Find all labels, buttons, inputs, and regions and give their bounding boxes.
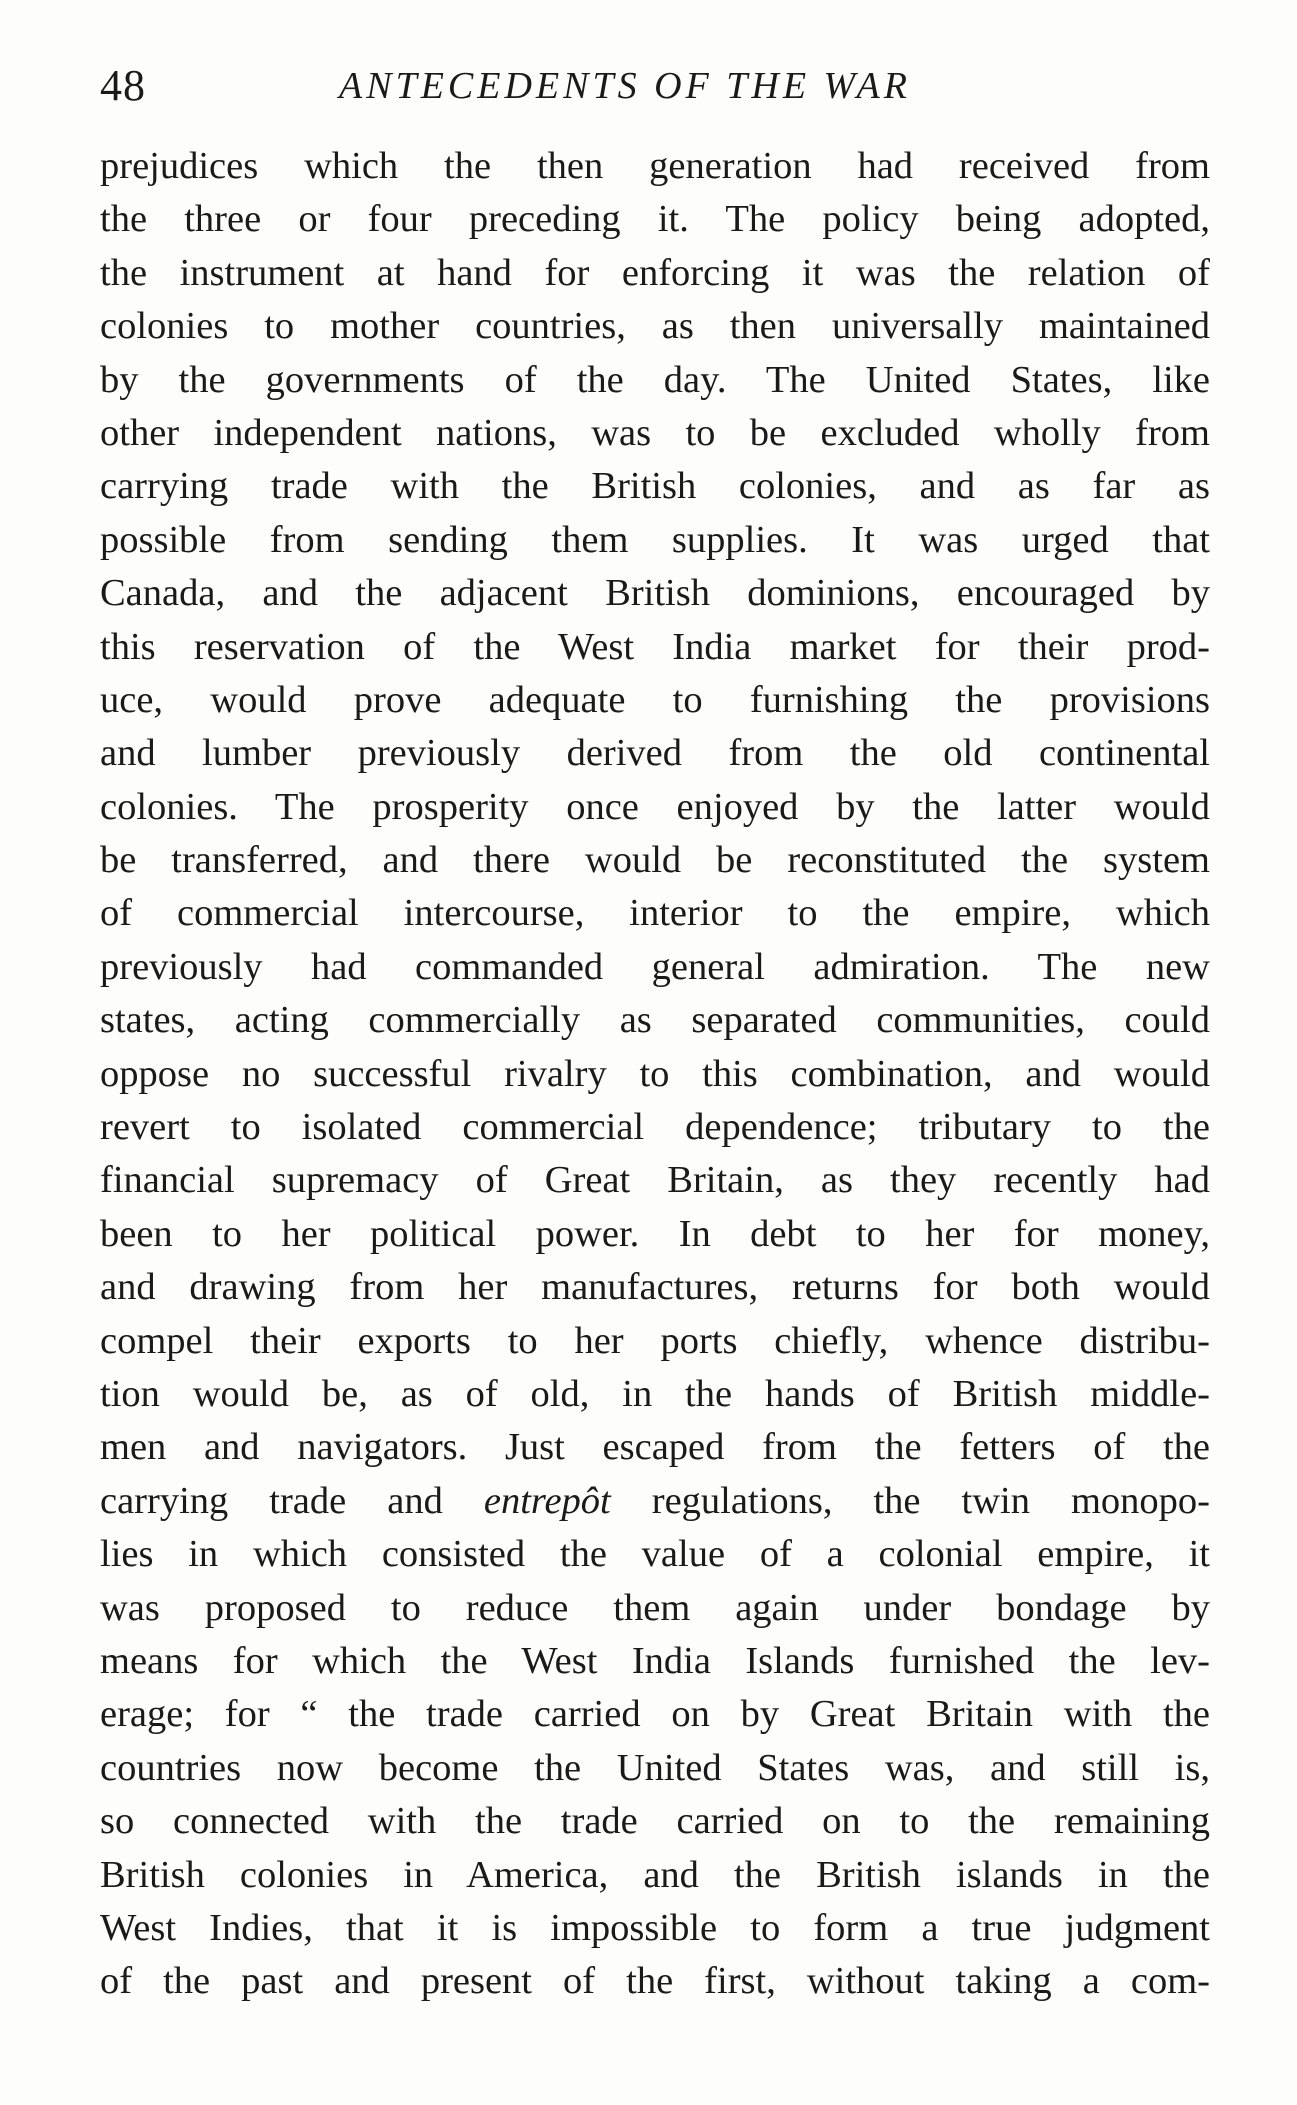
text-line: British colonies in America, and the British islands in the bbox=[100, 1853, 1210, 1896]
text-segment: regulations, the twin monopo- bbox=[610, 1479, 1210, 1522]
text-line: this reservation of the West India market for their prod- bbox=[100, 625, 1210, 668]
text-line: men and navigators. Just escaped from the fetters of the bbox=[100, 1426, 1210, 1469]
text-line: oppose no successful rivalry to this combination, and would bbox=[100, 1052, 1210, 1095]
text-line: revert to isolated commercial dependence; tributary to the bbox=[100, 1106, 1210, 1149]
text-line: of commercial intercourse, interior to the empire, which bbox=[100, 892, 1210, 935]
text-segment: carrying trade and bbox=[100, 1479, 484, 1522]
page-number: 48 bbox=[100, 61, 146, 110]
text-line: the instrument at hand for enforcing it was the relation of bbox=[100, 251, 1210, 294]
text-line: be transferred, and there would be reconstituted the system bbox=[100, 839, 1210, 882]
running-head bbox=[100, 56, 1210, 116]
text-line: of the past and present of the first, without taking a com- bbox=[100, 1960, 1210, 2003]
italic-term: entrepôt bbox=[483, 1479, 611, 1522]
text-line: other independent nations, was to be excluded wholly from bbox=[100, 411, 1210, 454]
text-line: by the governments of the day. The United States, like bbox=[100, 358, 1210, 401]
text-line: states, acting commercially as separated communities, could bbox=[100, 999, 1210, 1042]
text-line-with-italic bbox=[100, 1475, 1210, 1528]
text-line: countries now become the United States was, and still is, bbox=[100, 1746, 1210, 1789]
text-line: so connected with the trade carried on to the remaining bbox=[100, 1800, 1210, 1843]
text-line: financial supremacy of Great Britain, as they recently had bbox=[100, 1159, 1210, 1202]
body-text bbox=[100, 140, 1210, 2009]
running-title: ANTECEDENTS OF THE WAR bbox=[339, 65, 911, 107]
text-line: uce, would prove adequate to furnishing the provisions bbox=[100, 678, 1210, 721]
text-line: prejudices which the then generation had received from bbox=[100, 145, 1210, 187]
text-line: Canada, and the adjacent British dominions, encouraged by bbox=[100, 572, 1210, 615]
text-line: colonies to mother countries, as then universally maintained bbox=[100, 305, 1210, 348]
text-line: and lumber previously derived from the old continental bbox=[100, 732, 1210, 775]
text-line: the three or four preceding it. The policy being adopted, bbox=[100, 198, 1210, 241]
text-line: colonies. The prosperity once enjoyed by the latter would bbox=[100, 785, 1210, 828]
text-line: West Indies, that it is impossible to form a true judgment bbox=[100, 1906, 1210, 1949]
text-line: means for which the West India Islands furnished the lev- bbox=[100, 1639, 1210, 1682]
text-line: tion would be, as of old, in the hands of British middle- bbox=[100, 1372, 1210, 1415]
text-line: been to her political power. In debt to her for money, bbox=[100, 1212, 1210, 1255]
text-line: possible from sending them supplies. It was urged that bbox=[100, 518, 1210, 561]
text-line: previously had commanded general admiration. The new bbox=[100, 945, 1210, 988]
text-line: was proposed to reduce them again under bondage by bbox=[100, 1586, 1210, 1629]
text-line: lies in which consisted the value of a colonial empire, it bbox=[100, 1533, 1210, 1576]
text-line: compel their exports to her ports chiefly, whence distribu- bbox=[100, 1319, 1210, 1362]
text-line: and drawing from her manufactures, returns for both would bbox=[100, 1266, 1210, 1309]
text-line: carrying trade with the British colonies, and as far as bbox=[100, 465, 1210, 508]
text-line: erage; for “ the trade carried on by Great Britain with the bbox=[100, 1693, 1210, 1736]
